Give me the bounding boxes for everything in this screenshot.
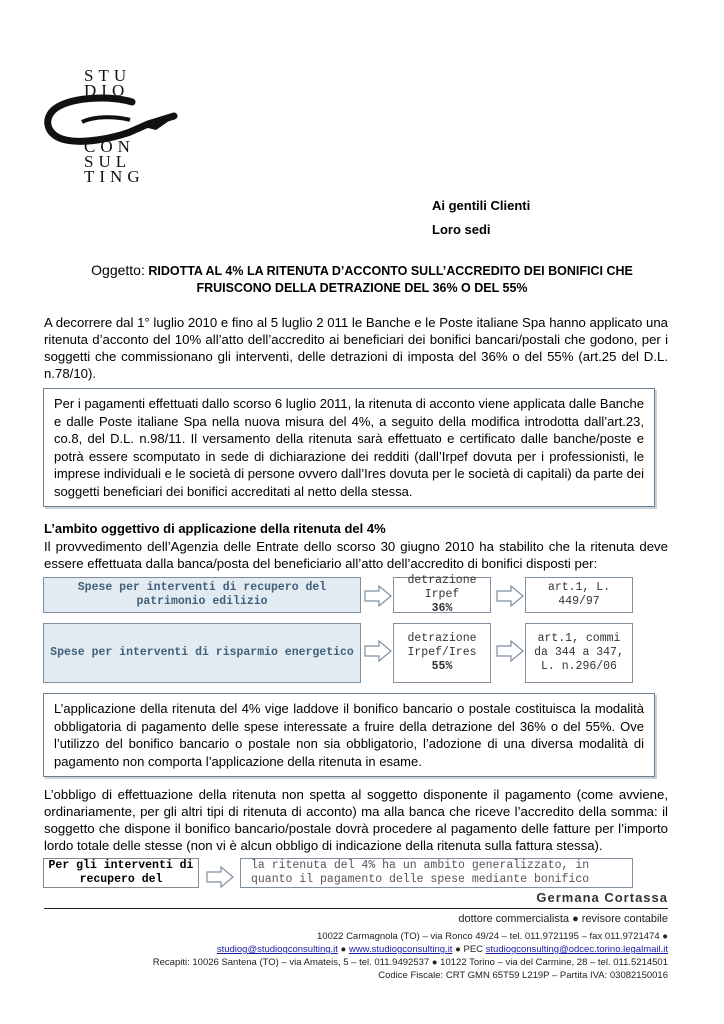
- intro-paragraph: A decorrere dal 1° luglio 2010 e fino al 5 luglio 2 011 le Banche e le Poste italiane Spa hanno applicato una ritenuta d’acconto del 10% all’atto dell’accredito ai beneficiari dei bonifici bancari/postali che godono, per i soggetti che commissionano gli interventi, delle detrazioni di imposta del 36% o del 55% (art.25 del D.L. n.78/10).: [44, 315, 668, 381]
- subject-line-2: FRUISCONO DELLA DETRAZIONE DEL 36% O DEL 55%: [196, 281, 528, 295]
- signature-title: dottore commercialista ● revisore contabile: [458, 913, 668, 925]
- subject-label: Oggetto:: [91, 262, 145, 278]
- table-row-1-deduction: detrazione Irpef 36%: [393, 577, 491, 613]
- studio-consulting-logo: [44, 66, 194, 188]
- table-row-2-reference: art.1, commi da 344 a 347, L. n.296/06: [525, 623, 633, 683]
- logo-line-2: DIO: [84, 81, 130, 100]
- footer-address-2: Recapiti: 10026 Santena (TO) – via Amateis, 5 – tel. 011.9492537 ● 10122 Torino – via del Carmine, 28 – tel. 011.5214501: [152, 957, 668, 968]
- signature-divider: [44, 908, 668, 909]
- arrow-right-icon: [363, 640, 393, 662]
- logo-line-3: CON: [84, 137, 135, 156]
- subject: [40, 262, 684, 297]
- footer-email-link[interactable]: studiog@studiogconsulting.it: [216, 944, 338, 955]
- partial-row-label: Per gli interventi di recupero del: [43, 858, 199, 888]
- section-heading: L’ambito oggettivo di applicazione della ritenuta del 4%: [44, 521, 386, 536]
- signature-name: Germana Cortassa: [536, 890, 668, 905]
- footer-website-link[interactable]: www.studiogconsulting.it: [348, 944, 453, 955]
- footer-pec-link[interactable]: studiogconsulting@odcec.torino.legalmail.it: [485, 944, 668, 955]
- highlight-box-1: Per i pagamenti effettuati dallo scorso 6 luglio 2011, la ritenuta di acconto viene applicata dalle Banche e dalle Poste italiane Spa nella nuova misura del 4%, a seguito della modifica introdotta dall’art.23, co.8, del D.L. n.98/11. Il versamento della ritenuta sarà effettuato e certificato dalle banche/poste e potrà essere scomputato in sede di dichiarazione dei redditi (dall’Irpef dovuta per i professionisti, le imprese individuali e le società di persone ovvero dall’Ires dovuta per le società di capitali) da parte dei soggetti beneficiari dei bonifici accreditati al netto della stessa.: [43, 388, 655, 507]
- arrow-right-icon: [495, 585, 525, 607]
- partial-row-description: la ritenuta del 4% ha un ambito generalizzato, in quanto il pagamento delle spese mediante bonifico: [240, 858, 633, 888]
- recipient-line-2: Loro sedi: [432, 222, 491, 237]
- table-row-2-label: Spese per interventi di risparmio energetico: [43, 623, 361, 683]
- table-row-1-reference: art.1, L. 449/97: [525, 577, 633, 613]
- table-row-1-percent: 36%: [431, 602, 453, 615]
- logo-line-4: SUL: [84, 152, 132, 171]
- arrow-right-icon: [363, 585, 393, 607]
- obligation-paragraph: L’obbligo di effettuazione della ritenuta non spetta al soggetto disponente il pagamento (come avviene, ordinariamente, per gli altri tipi di ritenuta di acconto) ma alla banca che riceve l’accredito della somma: il soggetto che dispone il bonifico bancario/postale dovrà procedere al pagamento delle fatture per l’importo lordo totale delle stesse (non vi è alcun obbligo di indicazione della ritenuta sulla fattura stessa).: [44, 787, 668, 853]
- highlight-box-2: L’applicazione della ritenuta del 4% vige laddove il bonifico bancario o postale costituisca la modalità obbligatoria di pagamento delle spese interessate a fruire della detrazione del 36% o del 55%. Ove l’utilizzo del bonifico bancario o postale non sia obbligatorio, l’adozione di una diversa modalità di pagamento non comporta l’applicazione della ritenuta in esame.: [43, 693, 655, 777]
- footer-contacts: studiog@studiogconsulting.it ● www.studiogconsulting.it ● PEC studiogconsulting@odcec.torino.legalmail.it: [216, 944, 668, 955]
- logo-line-5: TING: [84, 167, 145, 186]
- section-paragraph: Il provvedimento dell’Agenzia delle Entrate dello scorso 30 giugno 2010 ha stabilito che la ritenuta deve essere effettuata dalla banca/posta del beneficiario all’atto dell’accredito di bonifici disposti per:: [44, 539, 668, 571]
- table-row-2-deduction: detrazione Irpef/Ires 55%: [393, 623, 491, 683]
- table-row-2-percent: 55%: [431, 660, 453, 673]
- table-row-1-label: Spese per interventi di recupero del patrimonio edilizio: [43, 577, 361, 613]
- footer-pec-label: PEC: [463, 944, 484, 955]
- logo-line-1: STU: [84, 66, 132, 85]
- recipient-line-1: Ai gentili Clienti: [432, 198, 531, 213]
- arrow-right-icon: [495, 640, 525, 662]
- footer-address-1: 10022 Carmagnola (TO) – via Ronco 49/24 – tel. 011.9721195 – fax 011.9721474 ●: [317, 931, 668, 942]
- arrow-right-icon: [205, 866, 235, 888]
- footer-tax-codes: Codice Fiscale: CRT GMN 65T59 L219P – Partita IVA: 03082150016: [378, 970, 668, 981]
- subject-line-1: RIDOTTA AL 4% LA RITENUTA D’ACCONTO SULL’ACCREDITO DEI BONIFICI CHE: [148, 264, 633, 278]
